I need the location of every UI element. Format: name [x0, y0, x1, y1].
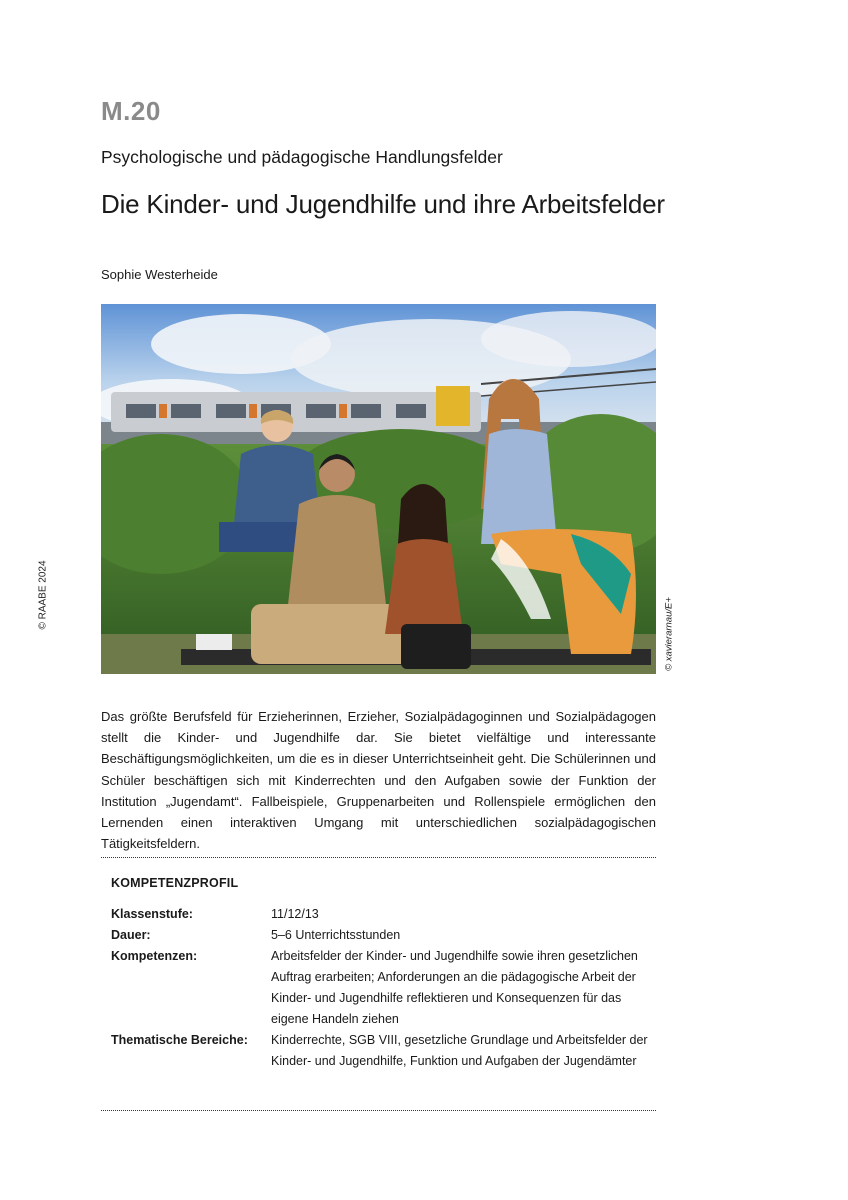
profile-label: Klassenstufe: [111, 907, 193, 921]
profile-label: Thematische Bereiche: [111, 1033, 248, 1047]
profile-row [111, 946, 656, 1030]
photo-credit: © xavierarnau/E+ [663, 597, 675, 671]
profile-value: Kinderrechte, SGB VIII, gesetzliche Grundlage und Arbeitsfelder der Kinder- und Jugendhilfe, Funktion und Aufgaben der Jugendämter [271, 1033, 648, 1068]
profile-value: 5–6 Unterrichtsstunden [271, 928, 401, 942]
profile-row [111, 925, 656, 946]
material-code: M.20 [101, 96, 161, 126]
profile-row [111, 1030, 656, 1072]
profile-value: 11/12/13 [271, 907, 319, 921]
author-name: Sophie Westerheide [101, 267, 218, 282]
profile-row [111, 904, 656, 925]
profile-value: Arbeitsfelder der Kinder- und Jugendhilfe sowie ihren gesetzlichen Auftrag erarbeiten; Anforderungen an die pädagogische Arbeit der Kinder- und Jugendhilfe reflektieren und Konsequenzen für das eigene Handeln ziehen [271, 949, 638, 1026]
section-kicker: Psychologische und pädagogische Handlungsfelder [101, 147, 503, 167]
competence-profile [111, 876, 656, 1072]
page-title: Die Kinder- und Jugendhilfe und ihre Arbeitsfelder [101, 189, 665, 219]
profile-label: Dauer: [111, 928, 151, 942]
profile-heading: KOMPETENZPROFIL [111, 876, 239, 890]
divider-bottom [101, 1110, 656, 1111]
profile-label: Kompetenzen: [111, 949, 198, 963]
divider-top [101, 857, 656, 858]
side-copyright: © RAABE 2024 [37, 560, 49, 630]
intro-paragraph: Das größte Berufsfeld für Erzieherinnen, Erzieher, Sozialpädagoginnen und Sozialpädagogen stellt die Kinder- und Jugendhilfe dar. Sie bietet vielfältige und interessante Beschäftigungsmöglichkeiten, um die es in dieser Unterrichtseinheit geht. Die Schülerinnen und Schüler beschäftigen sich mit Kinderrechten und den Aufgaben sowie der Funktion der Institution „Jugendamt“. Fallbeispiele, Gruppenarbeiten und Rollenspiele ermöglichen den Lernenden einen interaktiven Umgang mit unterschiedlichen sozialpädagogischen Tätigkeitsfeldern. [101, 709, 656, 852]
group-photo [101, 304, 656, 674]
